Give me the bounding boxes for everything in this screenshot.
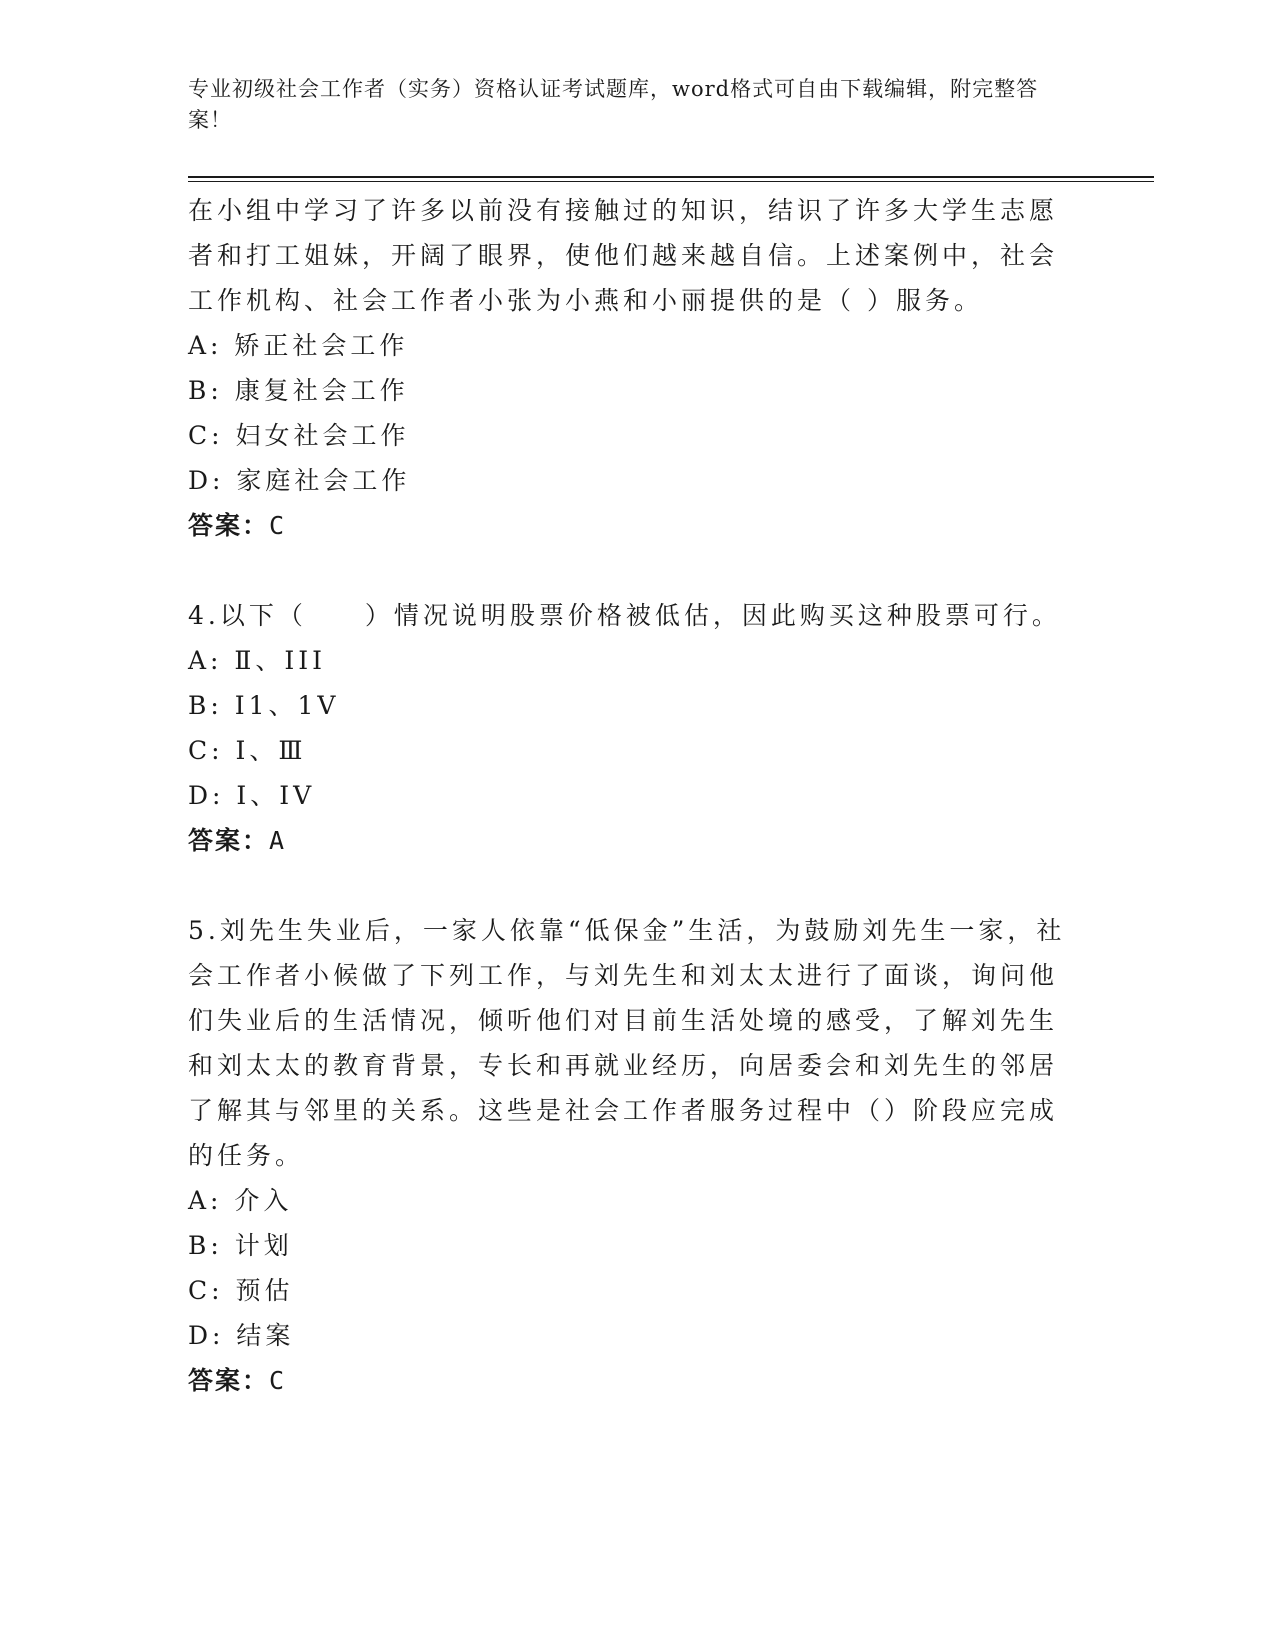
answer-line [188,503,1068,548]
spacer [188,863,1068,908]
answer-line [188,818,1068,863]
option-c: C: 预估 [188,1276,294,1305]
answer-value: C [269,511,287,540]
option-c: C: I、Ⅲ [188,736,307,765]
header-divider-thin [188,181,1154,182]
option-d: D: I、IV [188,781,316,810]
spacer [188,548,1068,593]
option-b: B: 计划 [188,1231,293,1260]
option-d: D: 家庭社会工作 [188,466,411,495]
page-header: 专业初级社会工作者（实务）资格认证考试题库，word格式可自由下载编辑，附完整答案！ [188,77,1039,132]
option-b: B: I1、1V [188,691,340,720]
question-5 [188,908,1068,1403]
question-stem: 5.刘先生失业后，一家人依靠“低保金”生活，为鼓励刘先生一家，社会工作者小候做了下列工作，与刘先生和刘太太进行了面谈，询问他们失业后的生活情况，倾听他们对目前生活处境的感受，了解刘先生和刘太太的教育背景，专长和再就业经历，向居委会和刘先生的邻居了解其与邻里的关系。这些是社会工作者服务过程中（）阶段应完成的任务。 [188,916,1066,1170]
option-a: A: 矫正社会工作 [188,331,409,360]
option-c: C: 妇女社会工作 [188,421,410,450]
question-stem: 4.以下（ ）情况说明股票价格被低估，因此购买这种股票可行。 [188,601,1061,630]
answer-value: A [269,826,287,855]
question-3 [188,188,1068,548]
answer-label: 答案： [188,826,270,855]
option-a: A: 介入 [188,1186,293,1215]
question-content [188,188,1068,1403]
option-a: A: Ⅱ、III [188,646,327,675]
header-divider-thick [188,176,1154,178]
question-stem: 在小组中学习了许多以前没有接触过的知识，结识了许多大学生志愿者和打工姐妹，开阔了眼界，使他们越来越自信。上述案例中，社会工作机构、社会工作者小张为小燕和小丽提供的是（ ）服务。 [188,196,1059,315]
answer-label: 答案： [188,1366,270,1395]
answer-line [188,1358,1068,1403]
option-d: D: 结案 [188,1321,295,1350]
option-b: B: 康复社会工作 [188,376,409,405]
answer-label: 答案： [188,511,270,540]
question-4 [188,593,1068,863]
answer-value: C [269,1366,287,1395]
